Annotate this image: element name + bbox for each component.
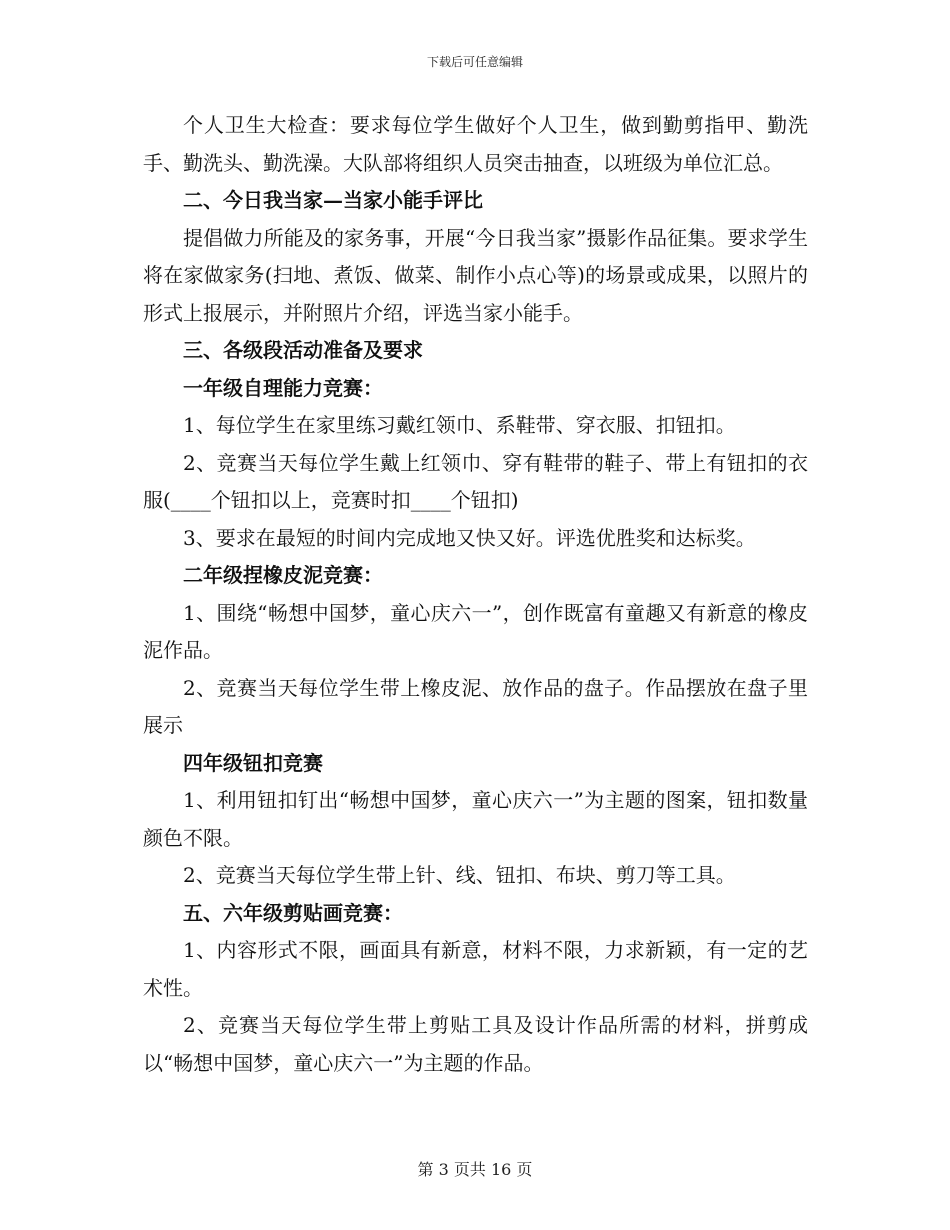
document-body <box>143 107 808 1082</box>
section-heading: 二、今日我当家—当家小能手评比 <box>183 188 483 212</box>
section-heading: 三、各级段活动准备及要求 <box>183 338 423 362</box>
subsection-heading: 五、六年级剪贴画竞赛： <box>183 900 403 925</box>
page-footer: 第 3 页共 16 页 <box>417 1160 533 1179</box>
list-item: 1、利用钮扣钉出“畅想中国梦，童心庆六一”为主题的图案，钮扣数量颜色不限。 <box>143 788 808 850</box>
subsection-heading: 二年级捏橡皮泥竞赛： <box>183 563 383 587</box>
subsection-heading: 一年级自理能力竞赛： <box>183 375 383 400</box>
list-item: 1、每位学生在家里练习戴红领巾、系鞋带、穿衣服、扣钮扣。 <box>183 413 736 437</box>
list-item: 3、要求在最短的时间内完成地又快又好。评选优胜奖和达标奖。 <box>183 525 756 550</box>
list-item: 1、围绕“畅想中国梦，童心庆六一”，创作既富有童趣又有新意的橡皮泥作品。 <box>143 600 808 662</box>
subsection-heading: 四年级钮扣竞赛 <box>183 750 323 775</box>
list-item: 2、竞赛当天每位学生带上针、线、钮扣、布块、剪刀等工具。 <box>183 863 736 887</box>
list-item: 2、竞赛当天每位学生戴上红领巾、穿有鞋带的鞋子、带上有钮扣的衣服(____个钮扣以上，竞赛时扣____个钮扣) <box>143 450 808 512</box>
paragraph: 提倡做力所能及的家务事，开展“今日我当家”摄影作品征集。要求学生将在家做家务(扫地、煮饭、做菜、制作小点心等)的场景或成果，以照片的形式上报展示，并附照片介绍，评选当家小能手。 <box>143 225 808 325</box>
list-item: 2、竞赛当天每位学生带上剪贴工具及设计作品所需的材料，拼剪成以“畅想中国梦，童心庆六一”为主题的作品。 <box>143 1013 808 1075</box>
paragraph: 个人卫生大检查：要求每位学生做好个人卫生，做到勤剪指甲、勤洗手、勤洗头、勤洗澡。大队部将组织人员突击抽查，以班级为单位汇总。 <box>143 113 808 175</box>
list-item: 1、内容形式不限，画面具有新意，材料不限，力求新颖，有一定的艺术性。 <box>143 938 808 1000</box>
list-item: 2、竞赛当天每位学生带上橡皮泥、放作品的盘子。作品摆放在盘子里展示 <box>143 675 808 737</box>
page-header: 下载后可任意编辑 <box>426 55 523 69</box>
